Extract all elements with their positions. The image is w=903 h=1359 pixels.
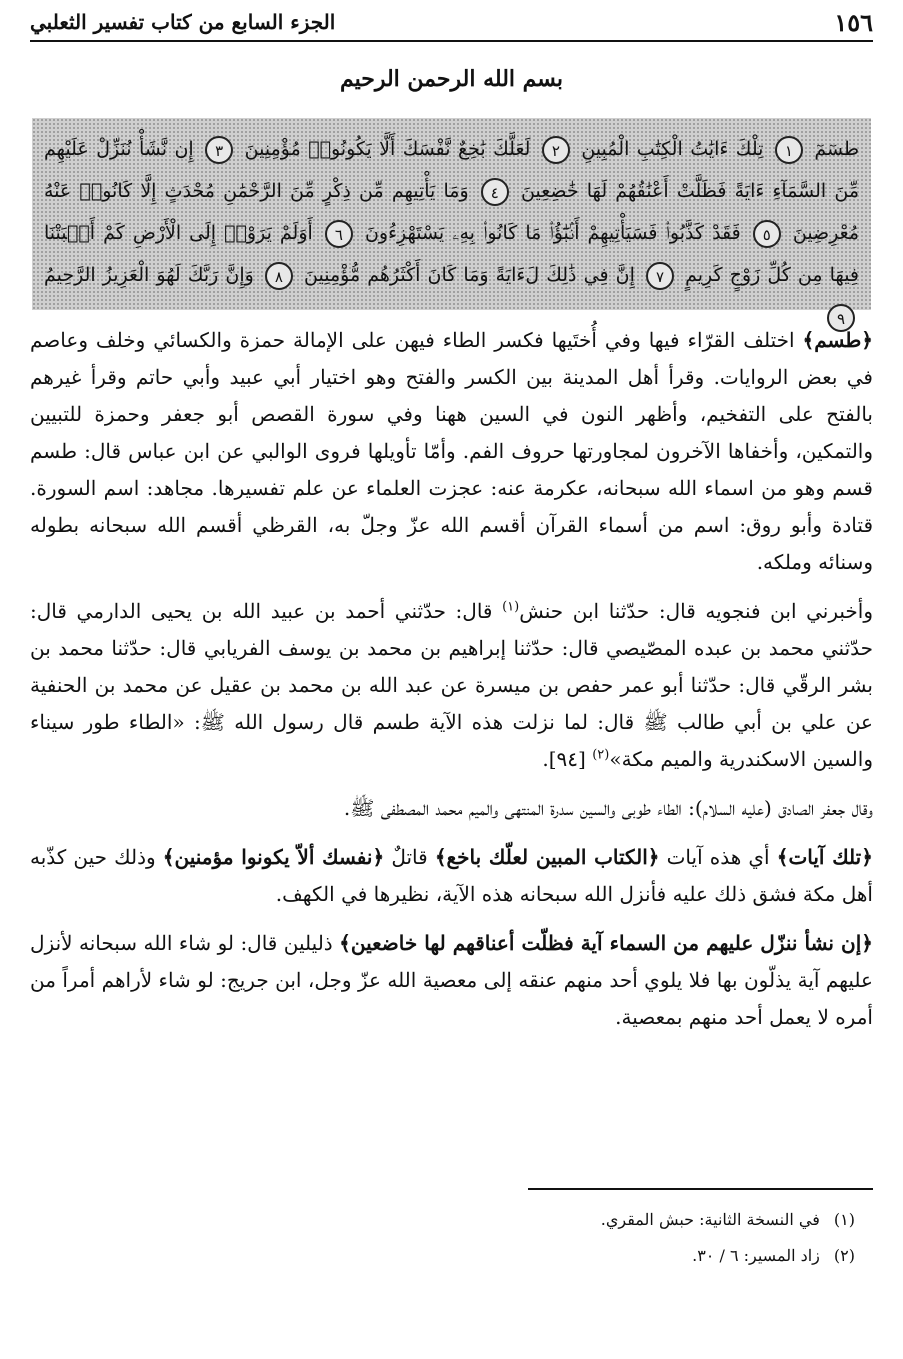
quran-verses-box <box>32 118 871 328</box>
ayah-number-marker: ٩ <box>827 304 855 332</box>
paragraph-text: ذليلين قال: لو شاء الله سبحانه لأنزل عليهم آية يذلّون بها فلا يلوي أحد منهم عنقه إلى معصية الله عزّ وجل، ابن جريج: لو شاء لأراهم أمراً من أمره لا يعمل أحد منهم بمعصية. <box>30 931 873 1029</box>
paragraph-text: [٩٤]. <box>542 747 593 771</box>
ayah-number-marker: ٥ <box>753 220 781 248</box>
footnote-number: (١) <box>833 1210 855 1229</box>
commentary-body <box>30 322 873 1048</box>
paragraph-text: قاتلٌ <box>384 845 435 869</box>
quoted-verse: ﴿نفسك ألاّ يكونوا مؤمنين﴾ <box>162 845 385 869</box>
footnotes <box>30 1202 855 1274</box>
commentary-paragraph <box>30 790 873 827</box>
commentary-paragraph <box>30 839 873 913</box>
running-title: الجزء السابع من كتاب تفسير الثعلبي <box>30 10 336 34</box>
basmala: بسم الله الرحمن الرحيم <box>339 66 564 92</box>
paragraph-text: وذلك حين كذّبه أهل مكة فشق ذلك عليه فأنزل الله سبحانه هذه الآية، نظيرها في الكهف. <box>30 845 873 906</box>
paragraph-text: وقال جعفر الصادق (عليه السلام): الطاء طوبى والسين سدرة المنتهى والميم محمد المصطفى ﷺ. <box>343 796 873 820</box>
commentary-paragraph <box>30 925 873 1036</box>
ayah-number-marker: ٤ <box>481 178 509 206</box>
quoted-verse: ﴿طسم﴾ <box>802 328 873 352</box>
paragraph-text: وأخبرني ابن فنجويه قال: حدّثنا ابن حنش <box>519 599 873 623</box>
footnote-text: في النسخة الثانية: حبش المقري. <box>600 1210 820 1229</box>
commentary-paragraph <box>30 593 873 778</box>
footnote-reference[interactable]: (١) <box>502 599 520 615</box>
footnote <box>30 1238 855 1274</box>
ayah-number-marker: ٢ <box>542 136 570 164</box>
ayah-number-marker: ٣ <box>205 136 233 164</box>
footnote-text: زاد المسير: ٦ / ٣٠. <box>692 1246 820 1265</box>
quoted-verse: ﴿إن نشأ ننزّل عليهم من السماء آية فظلّت أعناقهم لها خاضعين﴾ <box>339 931 873 955</box>
verse-text: إِن نَّشَأْ نُنَزِّلْ عَلَيْهِم مِّنَ السَّمَآءِ ءَايَةً فَظَلَّتْ أَعْنَٰقُهُمْ لَهَا خَٰضِعِينَ <box>44 138 860 202</box>
paragraph-text: قال: حدّثني أحمد بن عبيد الله بن يحيى الدارمي قال: حدّثني محمد بن عبده المصّيصي قال: حدّثنا إبراهيم بن محمد بن يوسف الفريابي قال: حدّثنا محمد بن بشر الرقّي قال: حدّثنا أبو عمر حفص بن ميسرة عن عبد الله بن محمد بن عقيل عن محمد بن الحنفية عن علي بن أبي طالب ﷺ قال: لما نزلت هذه الآية طسم قال رسول الله ﷺ: «الطاء طور سيناء والسين الاسكندرية والميم مكة» <box>30 599 873 771</box>
verse-text: وَمَا يَأْتِيهِم مِّن ذِكْرٍ مِّنَ الرَّحْمَٰنِ مُحْدَثٍ إِلَّا كَانُوا۟ عَنْهُ مُعْرِضِينَ <box>44 180 860 244</box>
footnote-reference[interactable]: (٢) <box>592 747 610 763</box>
commentary-paragraph <box>30 322 873 581</box>
verse-text: وَإِنَّ رَبَّكَ لَهُوَ الْعَزِيزُ الرَّحِيمُ <box>44 264 254 286</box>
verse-text: لَعَلَّكَ بَٰخِعٌ نَّفْسَكَ أَلَّا يَكُونُوا۟ مُؤْمِنِينَ <box>244 138 531 160</box>
page-header <box>30 4 873 42</box>
verse-text: فَقَدْ كَذَّبُوا۟ فَسَيَأْتِيهِمْ أَنۢبَٰٓؤُا۟ مَا كَانُوا۟ بِهِۦ يَسْتَهْزِءُونَ <box>364 222 741 244</box>
ayah-number-marker: ٨ <box>265 262 293 290</box>
verse-text: إِنَّ فِي ذَٰلِكَ لَءَايَةً وَمَا كَانَ أَكْثَرُهُم مُّؤْمِنِينَ <box>304 264 635 286</box>
page-number: ١٥٦ <box>834 7 873 37</box>
footnote-number: (٢) <box>833 1246 855 1265</box>
verse-text: أَوَلَمْ يَرَوْا۟ إِلَى الْأَرْضِ كَمْ أَنۢبَتْنَا فِيهَا مِن كُلِّ زَوْجٍ كَرِيمٍ <box>44 222 860 286</box>
verse-text: طسٓمٓ <box>814 138 860 160</box>
paragraph-text: أي هذه آيات <box>659 845 777 869</box>
paragraph-text: اختلف القرّاء فيها وفي أُختَيها فكسر الطاء فيهن على الإمالة حمزة والكسائي وخلف وعاصم في بعض الروايات. وقرأ أهل المدينة بين الكسر والفتح وهو اختيار أبي عبيد وأبي حاتم وقرأ غيرهم بالفتح على التفخيم، وأظهر النون في السين ههنا وفي سورة القصص أبو جعفر وحمزة للتبيين والتمكين، وأخفاها الآخرون لمجاورتها حروف الفم. وأمّا تأويلها فروى الوالبي عن ابن عباس قال: طسم قسم وهو من اسماء الله سبحانه، عكرمة عنه: عجزت العلماء عن علم تفسيرها. مجاهد: اسم السورة. قتادة وأبو روق: اسم من أسماء القرآن أقسم الله عزّ وجلّ به، القرظي أقسم الله سبحانه بطوله وسنائه وملكه. <box>30 328 873 574</box>
ayah-number-marker: ٧ <box>646 262 674 290</box>
ayah-number-marker: ١ <box>775 136 803 164</box>
ayah-number-marker: ٦ <box>325 220 353 248</box>
verse-text: تِلْكَ ءَايَٰتُ الْكِتَٰبِ الْمُبِينِ <box>581 138 764 160</box>
quoted-verse: ﴿تلك آيات﴾ <box>776 845 873 869</box>
quoted-verse: ﴿الكتاب المبين لعلّك باخع﴾ <box>434 845 660 869</box>
footnote-divider <box>528 1188 873 1190</box>
footnote <box>30 1202 855 1238</box>
